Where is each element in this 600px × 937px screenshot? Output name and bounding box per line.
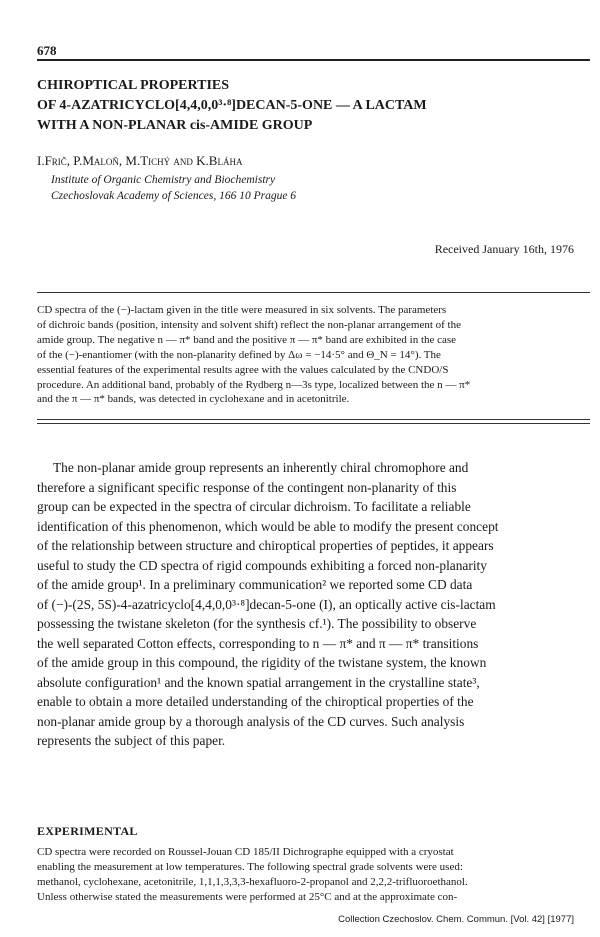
header-rule bbox=[37, 59, 590, 61]
experimental-line: methanol, cyclohexane, acetonitrile, 1,1,1,3,3,3-hexafluoro-2-propanol and 2,2,2-trifluoroethanol. bbox=[37, 875, 468, 888]
body-line: identification of this phenomenon, which would be able to modify the present concept bbox=[37, 518, 499, 534]
body-line: absolute configuration¹ and the known spatial arrangement in the crystalline state³, bbox=[37, 674, 480, 690]
abstract-line: and the π — π* bands, was detected in cyclohexane and in acetonitrile. bbox=[37, 393, 350, 406]
page-number: 678 bbox=[37, 43, 57, 58]
abstract-line: amide group. The negative n — π* band and the positive π — π* band are exhibited in the case bbox=[37, 333, 457, 346]
body-line: group can be expected in the spectra of circular dichroism. To facilitate a reliable bbox=[37, 499, 471, 514]
body-line: possessing the twistane skeleton (for the synthesis cf.¹). The possibility to observe bbox=[37, 616, 477, 631]
body-line: of the relationship between structure and chiroptical properties of peptides, it appears bbox=[37, 538, 494, 553]
body-line: represents the subject of this paper. bbox=[37, 733, 226, 748]
author-list: I.Frič, P.Maloň, M.Tichý and K.Bláha bbox=[37, 153, 243, 168]
abstract-line: CD spectra of the (−)-lactam given in the title were measured in six solvents. The parameters bbox=[37, 304, 447, 316]
body-line: the well separated Cotton effects, corresponding to n — π* and π — π* transitions bbox=[37, 635, 479, 651]
abstract-bottom-rule-2 bbox=[37, 423, 590, 424]
affiliation-line: Institute of Organic Chemistry and Biochemistry bbox=[51, 174, 276, 186]
experimental-text bbox=[37, 845, 590, 905]
body-line: useful to study the CD spectra of rigid compounds exhibiting a forced non-planarity bbox=[37, 557, 487, 573]
body-line: enable to obtain a more detailed understanding of the chiroptical properties of the bbox=[37, 694, 474, 709]
body-line: of the amide group in this compound, the rigidity of the twistane system, the known bbox=[37, 655, 487, 670]
abstract-line: essential features of the experimental results agree with the values calculated by the CNDO/S bbox=[37, 363, 449, 376]
affiliation bbox=[51, 172, 296, 204]
body-line: The non-planar amide group represents an inherently chiral chromophore and bbox=[53, 460, 469, 475]
title-line: CHIROPTICAL PROPERTIES bbox=[37, 78, 230, 93]
abstract-line: of dichroic bands (position, intensity and solvent shift) reflect the non-planar arrangement of the bbox=[37, 318, 461, 331]
received-date: Received January 16th, 1976 bbox=[434, 242, 574, 256]
experimental-line: enabling the measurement at low temperatures. The following spectral grade solvents were used: bbox=[37, 860, 463, 873]
body-line: of (−)-(2S, 5S)-4-azatricyclo[4,4,0,0³·⁸]decan-5-one (I), an optically active cis-lactam bbox=[37, 596, 496, 612]
body-text bbox=[37, 458, 590, 751]
abstract-line: of the (−)-enantiomer (with the non-planarity defined by Δω = −14·5° and Θ_N = 14°). The bbox=[37, 348, 441, 361]
section-heading: EXPERIMENTAL bbox=[37, 824, 138, 838]
title-line: WITH A NON-PLANAR cis-AMIDE GROUP bbox=[37, 118, 313, 133]
title-line: OF 4-AZATRICYCLO[4,4,0,0³·⁸]DECAN-5-ONE — A LACTAM bbox=[37, 98, 427, 113]
body-line: non-planar amide group by a thorough analysis of the CD curves. Such analysis bbox=[37, 713, 465, 729]
experimental-line: Unless otherwise stated the measurements were performed at 25°C and at the approximate con- bbox=[37, 890, 458, 903]
abstract-top-rule bbox=[37, 292, 590, 293]
journal-footer: Collection Czechoslov. Chem. Commun. [Vol. 42] [1977] bbox=[338, 914, 574, 925]
affiliation-line: Czechoslovak Academy of Sciences, 166 10 Prague 6 bbox=[51, 190, 297, 202]
experimental-line: CD spectra were recorded on Roussel-Jouan CD 185/II Dichrographe equipped with a cryostat bbox=[37, 846, 454, 858]
body-line: therefore a significant specific response of the contingent non-planarity of this bbox=[37, 479, 457, 495]
abstract bbox=[37, 303, 590, 407]
article-title bbox=[37, 76, 590, 136]
body-line: of the amide group¹. In a preliminary communication² we reported some CD data bbox=[37, 577, 473, 592]
abstract-line: procedure. An additional band, probably of the Rydberg n—3s type, localized between the n — π* bbox=[37, 378, 471, 391]
abstract-bottom-rule bbox=[37, 419, 590, 420]
